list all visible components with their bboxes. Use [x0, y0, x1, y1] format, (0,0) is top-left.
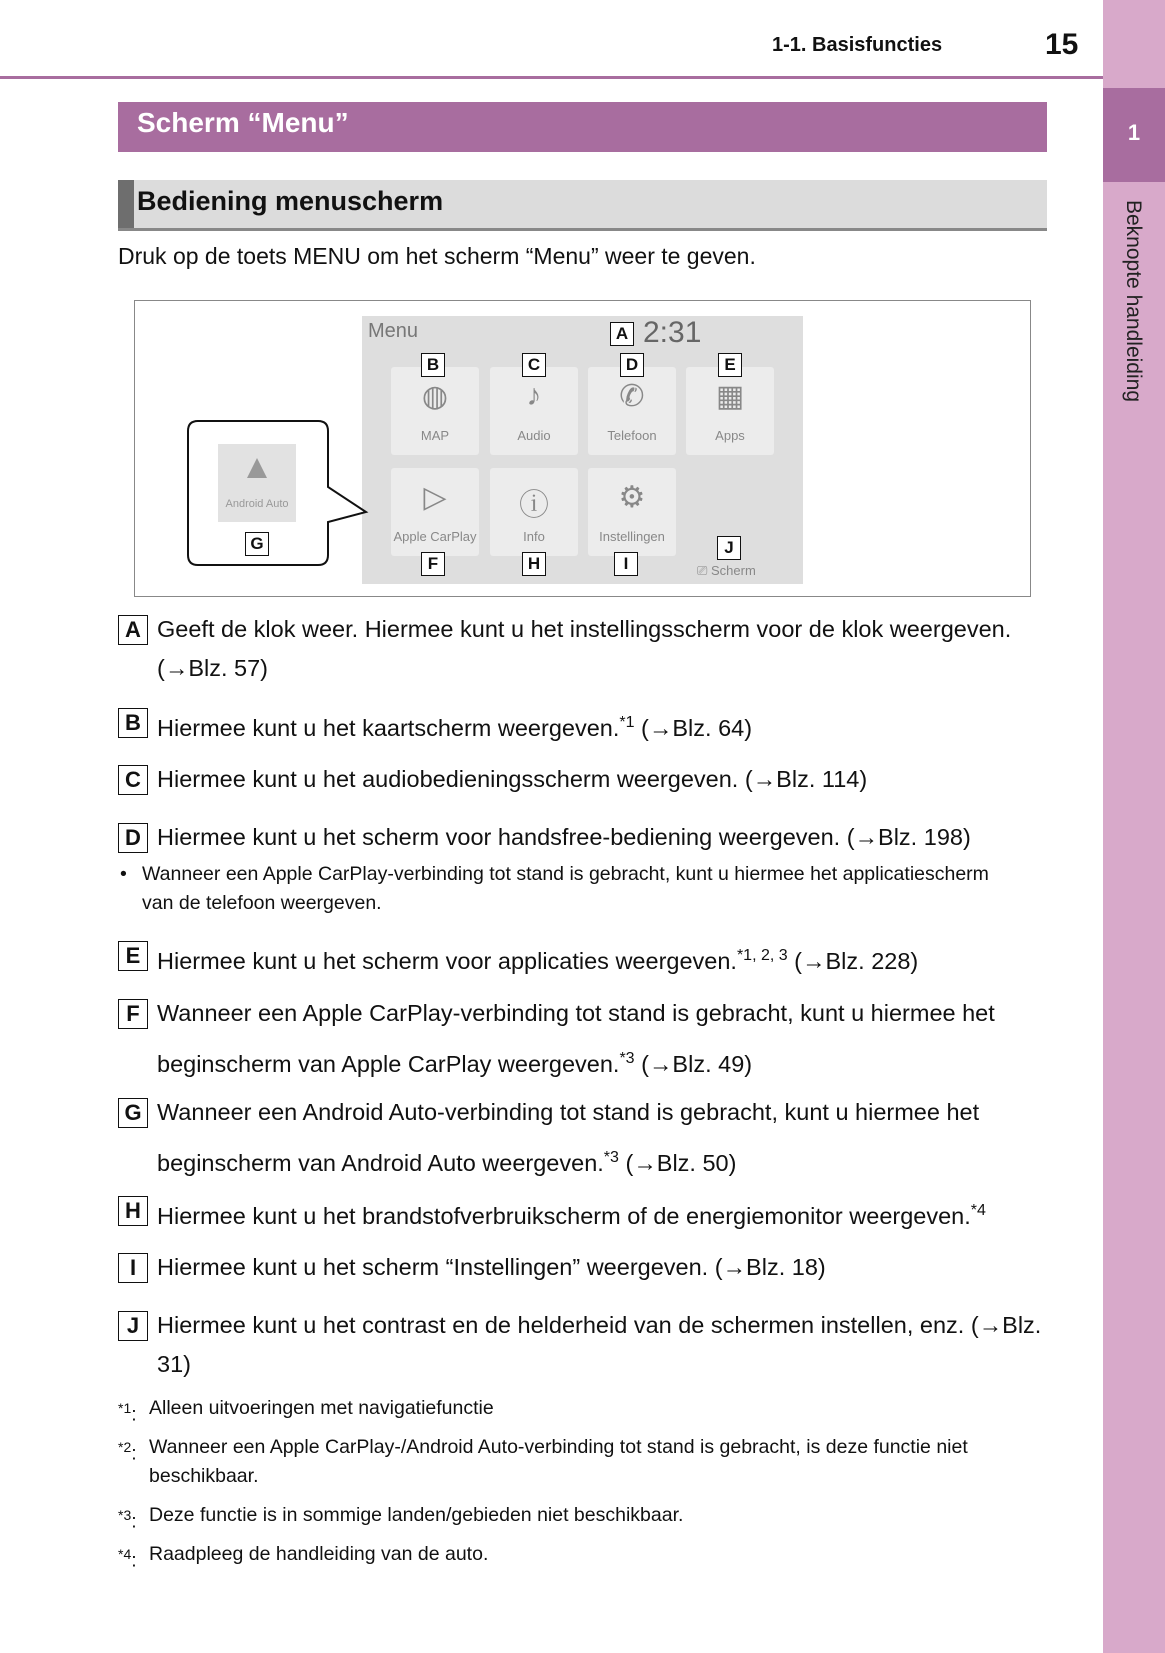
figure-label-b: B: [421, 353, 445, 377]
carplay-tile-label: Apple CarPlay: [393, 529, 477, 544]
item-text: Hiermee kunt u het kaartscherm weergeven.$^{*1}$ (→Blz. 64): [157, 714, 753, 741]
item-letter-box: F: [118, 999, 148, 1029]
figure-label-f: F: [421, 552, 445, 576]
screen-title: Menu: [368, 320, 419, 342]
figure-label-a: A: [610, 322, 634, 346]
map-icon: ◍: [421, 380, 449, 413]
info-tile-label: Info: [523, 529, 545, 544]
header-section-title: 1-1. Basisfuncties: [772, 34, 943, 56]
item-letter-box: E: [118, 941, 148, 971]
play-icon: ▷: [423, 481, 447, 514]
grid-icon: ▦: [715, 380, 745, 413]
list-item-f: [118, 991, 1058, 1087]
list-item-i: [118, 1245, 1058, 1290]
footnote-mark: $^{*1}$:: [118, 1400, 137, 1426]
note-text: Wanneer een Apple CarPlay-verbinding tot stand is gebracht, kunt u hiermee het applicatiescherm van de telefoon weergeven.: [142, 863, 989, 914]
footnote-1: [118, 1394, 1058, 1426]
item-text: Hiermee kunt u het brandstofverbruikscherm of de energiemonitor weergeven.$^{*4}$: [157, 1202, 986, 1229]
item-text: Geeft de klok weer. Hiermee kunt u het instellingsscherm voor de klok weergeven. (→Blz. 57): [157, 616, 1012, 681]
figure-label-j: J: [717, 536, 741, 560]
figure-label-h: H: [522, 552, 546, 576]
phone-icon: ✆: [619, 380, 645, 413]
footnote-text: Wanneer een Apple CarPlay-/Android Auto-verbinding tot stand is gebracht, is deze functie niet beschikbaar.: [149, 1436, 968, 1487]
figure-label-d: D: [620, 353, 644, 377]
page-number: 15: [1045, 28, 1079, 61]
footnote-text: Raadpleeg de handleiding van de auto.: [149, 1543, 489, 1565]
item-letter-box: I: [118, 1253, 148, 1283]
item-text: Hiermee kunt u het audiobedieningsscherm weergeven. (→Blz. 114): [157, 766, 868, 792]
list-item-g: [118, 1090, 1058, 1186]
item-d-note: [120, 860, 1020, 918]
settings-tile-label: Instellingen: [599, 529, 665, 544]
item-letter-box: J: [118, 1311, 148, 1341]
list-item-c: [118, 757, 1058, 802]
footnote-3: [118, 1501, 1058, 1533]
item-text: Hiermee kunt u het scherm voor applicaties weergeven.$^{*1, 2, 3}$ (→Blz. 228): [157, 947, 919, 974]
audio-tile-label: Audio: [517, 428, 551, 443]
footnote-4: [118, 1540, 1058, 1572]
footnote-2: [118, 1433, 1058, 1491]
item-text: Hiermee kunt u het scherm “Instellingen” weergeven. (→Blz. 18): [157, 1254, 826, 1280]
subsection-title: Bediening menuscherm: [137, 186, 444, 216]
info-icon: ⓘ: [519, 489, 549, 522]
footnote-mark: $^{*2}$:: [118, 1439, 137, 1465]
scherm-label: Scherm: [711, 563, 756, 578]
figure-label-c: C: [522, 353, 546, 377]
figure-label-g: G: [245, 532, 269, 556]
footnote-mark: $^{*3}$:: [118, 1507, 137, 1533]
bullet: •: [120, 863, 127, 885]
map-tile-label: MAP: [420, 428, 450, 443]
item-letter-box: B: [118, 708, 148, 738]
screen-clock: 2:31: [643, 316, 702, 349]
list-item-b: [118, 700, 1058, 751]
figure-label-e: E: [718, 353, 742, 377]
chapter-title: Beknopte handleiding: [1122, 200, 1145, 403]
item-text: Wanneer een Apple CarPlay-verbinding tot stand is gebracht, kunt u hiermee het beginscherm van Apple CarPlay weergeven.$^{*3}$ (→Blz. 49): [157, 1000, 995, 1077]
intro-text: Druk op de toets MENU om het scherm “Menu” weer te geven.: [118, 243, 756, 269]
item-text: Hiermee kunt u het scherm voor handsfree-bediening weergeven. (→Blz. 198): [157, 824, 971, 850]
apps-tile-label: Apps: [715, 428, 745, 443]
scherm-button: ⎚ Scherm: [697, 563, 756, 578]
item-letter-box: H: [118, 1196, 148, 1226]
footnote-mark: $^{*4}$:: [118, 1546, 137, 1572]
list-item-h: [118, 1188, 1058, 1239]
list-item-j: [118, 1303, 1058, 1384]
list-item-a: [118, 607, 1058, 688]
item-letter-box: D: [118, 823, 148, 853]
figure-label-i: I: [614, 552, 638, 576]
list-item-e: [118, 933, 1058, 984]
footnote-text: Deze functie is in sommige landen/gebieden niet beschikbaar.: [149, 1504, 684, 1526]
item-text: Wanneer een Android Auto-verbinding tot stand is gebracht, kunt u hiermee het beginscherm van Android Auto weergeven.$^{*3}$ (→Blz. 50): [157, 1099, 980, 1176]
list-item-d: [118, 815, 1058, 860]
chapter-number: 1: [1127, 120, 1141, 145]
music-note-icon: ♪: [526, 379, 542, 412]
section-title: Scherm “Menu”: [137, 107, 349, 138]
item-letter-box: G: [118, 1098, 148, 1128]
phone-tile-label: Telefoon: [607, 428, 657, 443]
item-text: Hiermee kunt u het contrast en de helderheid van de schermen instellen, enz. (→Blz. 31): [157, 1312, 1042, 1377]
android-auto-tile: [218, 444, 296, 522]
item-letter-box: A: [118, 615, 148, 645]
gear-icon: ⚙: [618, 481, 646, 514]
item-letter-box: C: [118, 765, 148, 795]
android-auto-label: Android Auto: [225, 498, 289, 510]
footnote-text: Alleen uitvoeringen met navigatiefunctie: [149, 1397, 494, 1419]
